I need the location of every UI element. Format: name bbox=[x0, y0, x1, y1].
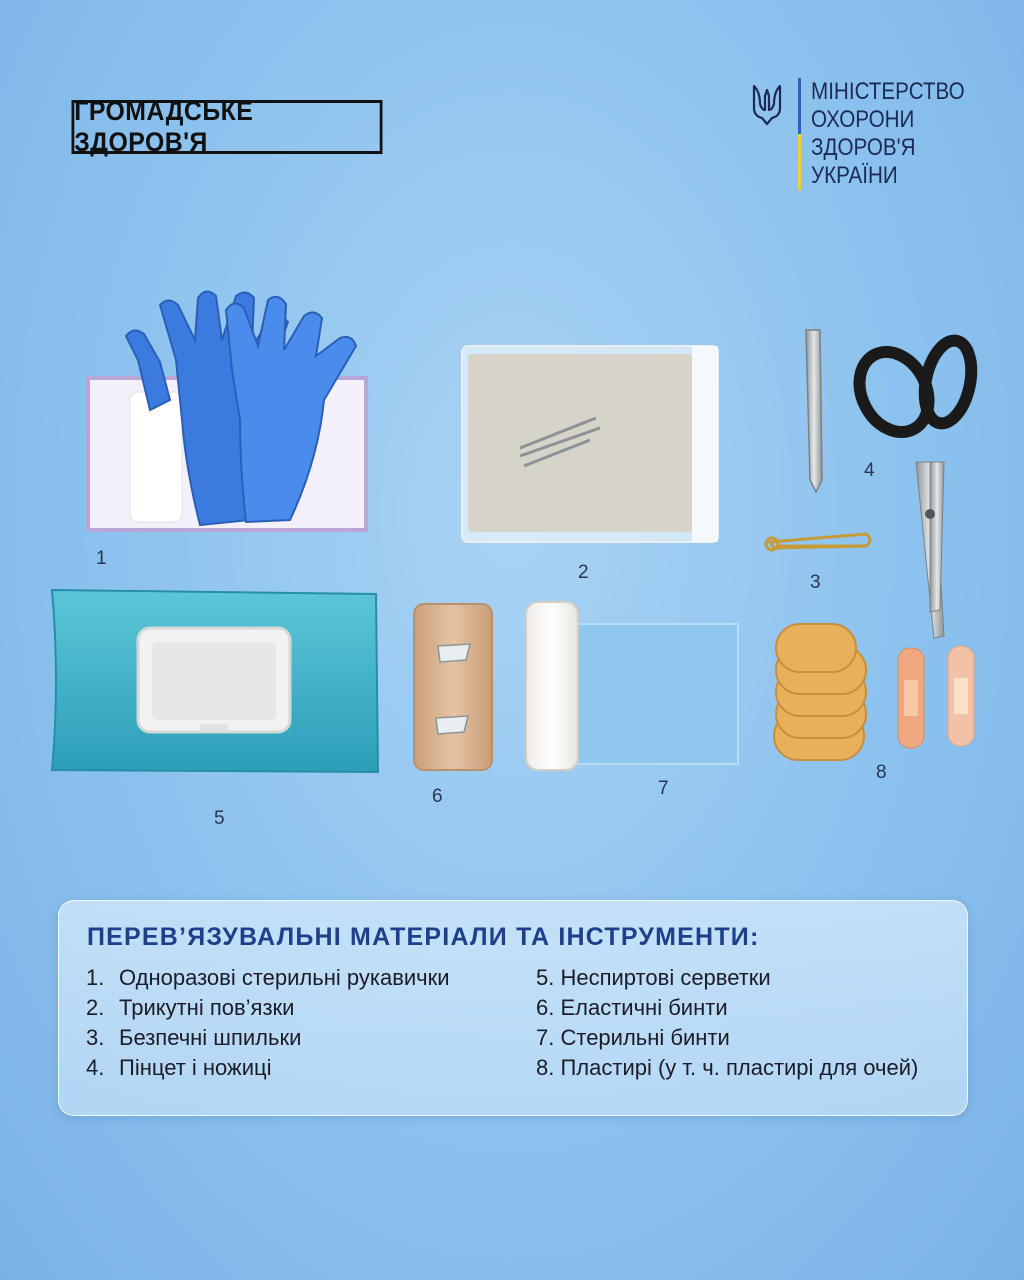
list-item bbox=[536, 1053, 918, 1083]
list-item-text: Одноразові стерильні рукавички bbox=[119, 965, 450, 990]
list-item-number: 6. bbox=[536, 995, 555, 1020]
list-item-number: 8. bbox=[536, 1055, 555, 1080]
list-item-number: 7. bbox=[536, 1025, 555, 1050]
list-item-text: Пластирі (у т. ч. пластирі для очей) bbox=[560, 1055, 919, 1080]
list-item-number: 1. bbox=[86, 965, 105, 990]
ministry-line: ОХОРОНИ bbox=[811, 106, 915, 133]
list-item-text: Стерильні бинти bbox=[560, 1025, 730, 1050]
item-number-3: 3 bbox=[810, 572, 821, 593]
list-item-text: Безпечні шпильки bbox=[119, 1025, 302, 1050]
list-item bbox=[86, 963, 450, 993]
item-number-2: 2 bbox=[578, 562, 589, 583]
triangular-bandage-item bbox=[462, 346, 718, 542]
materials-list-right bbox=[536, 963, 918, 1083]
tweezers-scissors-item bbox=[806, 330, 978, 638]
list-item bbox=[536, 963, 918, 993]
item-number-5: 5 bbox=[214, 808, 225, 829]
list-item bbox=[536, 1023, 918, 1053]
ministry-line: ЗДОРОВ'Я bbox=[811, 134, 916, 161]
plasters-item bbox=[774, 624, 974, 760]
materials-list-left bbox=[86, 963, 450, 1083]
list-item-number: 2. bbox=[86, 995, 105, 1020]
item-number-7: 7 bbox=[658, 778, 669, 799]
item-number-6: 6 bbox=[432, 786, 443, 807]
list-item bbox=[536, 993, 918, 1023]
list-item-number: 4. bbox=[86, 1055, 105, 1080]
list-item-text: Еластичні бинти bbox=[560, 995, 728, 1020]
list-item bbox=[86, 1023, 450, 1053]
item-number-1: 1 bbox=[96, 548, 107, 569]
item-number-8: 8 bbox=[876, 762, 887, 783]
sterile-bandage-item bbox=[526, 602, 738, 770]
list-item-text: Трикутні пов’язки bbox=[119, 995, 295, 1020]
card-title: ПЕРЕВ’ЯЗУВАЛЬНІ МАТЕРІАЛИ ТА ІНСТРУМЕНТИ: bbox=[87, 923, 760, 951]
ministry-line: УКРАЇНИ bbox=[811, 162, 898, 189]
list-item-text: Пінцет і ножиці bbox=[119, 1055, 272, 1080]
list-item-number: 5. bbox=[536, 965, 555, 990]
elastic-bandage-item bbox=[414, 604, 492, 770]
list-item bbox=[86, 993, 450, 1023]
list-item-text: Неспиртові серветки bbox=[560, 965, 771, 990]
safety-pins-item bbox=[766, 534, 870, 550]
materials-card bbox=[58, 900, 968, 1116]
section-badge: ГРОМАДСЬКЕ ЗДОРОВ'Я bbox=[72, 100, 383, 154]
ministry-line: МІНІСТЕРСТВО bbox=[811, 78, 965, 105]
gloves-item bbox=[88, 291, 366, 530]
list-item bbox=[86, 1053, 450, 1083]
item-number-4: 4 bbox=[864, 460, 875, 481]
wipes-item bbox=[52, 590, 378, 772]
list-item-number: 3. bbox=[86, 1025, 105, 1050]
